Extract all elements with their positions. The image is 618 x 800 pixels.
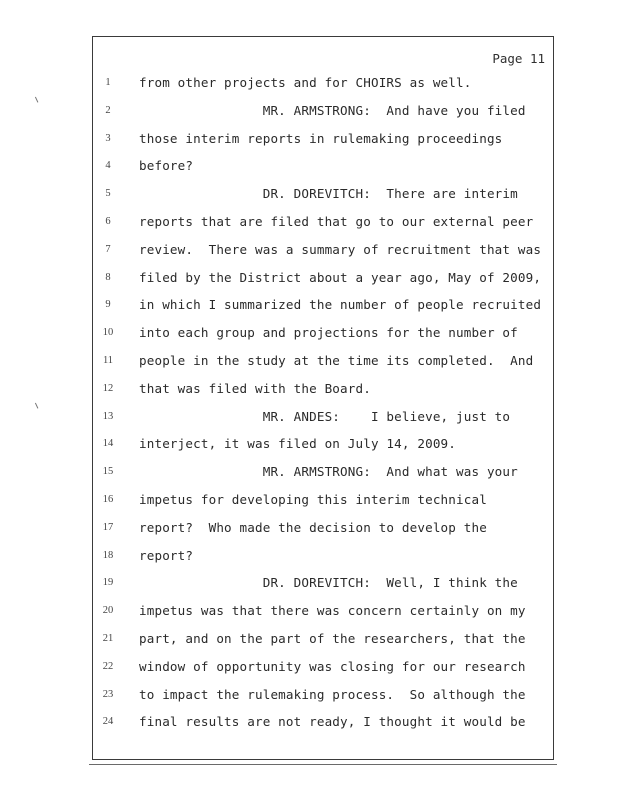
transcript-line (93, 131, 553, 151)
line-number: 15 (102, 466, 114, 478)
line-text: impetus for developing this interim technical (139, 492, 487, 507)
line-number: 14 (102, 438, 114, 450)
line-number: 16 (102, 494, 114, 505)
transcript-line (93, 158, 553, 178)
line-number: 7 (105, 243, 111, 255)
line-number: 9 (105, 299, 111, 311)
transcript-page (92, 36, 554, 760)
line-text: that was filed with the Board. (139, 380, 371, 396)
transcript-line (93, 631, 553, 651)
transcript-line (93, 520, 553, 540)
line-text: impetus was that there was concern certainly on my (139, 603, 526, 619)
transcript-line (93, 492, 553, 512)
line-text: window of opportunity was closing for our research (139, 658, 526, 674)
line-number: 10 (102, 327, 114, 339)
line-text: MR. ARMSTRONG: And what was your (139, 464, 518, 480)
transcript-line (93, 548, 553, 568)
transcript-line (93, 381, 553, 401)
scan-mark-left-top (35, 95, 41, 102)
line-text: those interim reports in rulemaking proceedings (139, 130, 503, 146)
transcript-line (93, 659, 553, 679)
line-number: 8 (105, 271, 111, 283)
transcript-line (93, 270, 553, 290)
line-number: 21 (102, 633, 114, 644)
line-text: DR. DOREVITCH: Well, I think the (139, 575, 518, 591)
transcript-line (93, 186, 553, 206)
transcript-line (93, 436, 553, 456)
transcript-line (93, 325, 553, 345)
transcript-line (93, 353, 553, 373)
line-text: reports that are filed that go to our external peer (139, 214, 534, 229)
line-number: 4 (105, 160, 111, 172)
line-number: 12 (102, 382, 114, 394)
line-text: MR. ARMSTRONG: And have you filed (139, 102, 526, 118)
line-number: 5 (105, 188, 111, 200)
line-text: review. There was a summary of recruitment that was (139, 241, 542, 257)
line-number: 23 (102, 688, 114, 700)
line-text: interject, it was filed on July 14, 2009. (139, 436, 457, 452)
line-number: 2 (105, 104, 111, 116)
transcript-line (93, 603, 553, 623)
line-number: 13 (102, 410, 114, 422)
transcript-line (93, 103, 553, 123)
line-number: 22 (102, 660, 114, 672)
line-text: final results are not ready, I thought it would be (139, 714, 526, 730)
line-number: 19 (102, 577, 114, 589)
line-text: report? (139, 547, 194, 563)
line-number: 11 (102, 355, 114, 366)
transcript-line (93, 687, 553, 707)
transcript-line (93, 297, 553, 317)
line-text: people in the study at the time its completed. And (139, 353, 534, 368)
page-number: Page 11 (492, 51, 545, 66)
line-text: before? (139, 158, 194, 174)
transcript-line (93, 242, 553, 262)
transcript-line (93, 75, 553, 95)
line-number: 20 (102, 605, 114, 617)
line-number: 18 (102, 549, 114, 561)
line-number: 1 (105, 77, 111, 88)
line-text: from other projects and for CHOIRS as well. (139, 75, 472, 90)
transcript-line (93, 464, 553, 484)
line-number: 6 (105, 216, 111, 227)
line-text: filed by the District about a year ago, May of 2009, (139, 269, 542, 285)
line-number: 17 (102, 521, 114, 533)
transcript-line (93, 214, 553, 234)
line-text: to impact the rulemaking process. So although the (139, 686, 526, 702)
line-number: 3 (105, 132, 111, 144)
transcript-line (93, 575, 553, 595)
line-text: MR. ANDES: I believe, just to (139, 408, 511, 424)
transcript-line (93, 409, 553, 429)
line-text: into each group and projections for the number of (139, 325, 518, 341)
line-text: part, and on the part of the researchers, that the (139, 631, 526, 646)
line-number: 24 (102, 716, 114, 728)
line-text: report? Who made the decision to develop the (139, 519, 487, 535)
scan-mark-left-mid (35, 401, 41, 408)
transcript-line (93, 714, 553, 734)
line-text: DR. DOREVITCH: There are interim (139, 186, 518, 202)
line-text: in which I summarized the number of people recruited (139, 297, 542, 313)
